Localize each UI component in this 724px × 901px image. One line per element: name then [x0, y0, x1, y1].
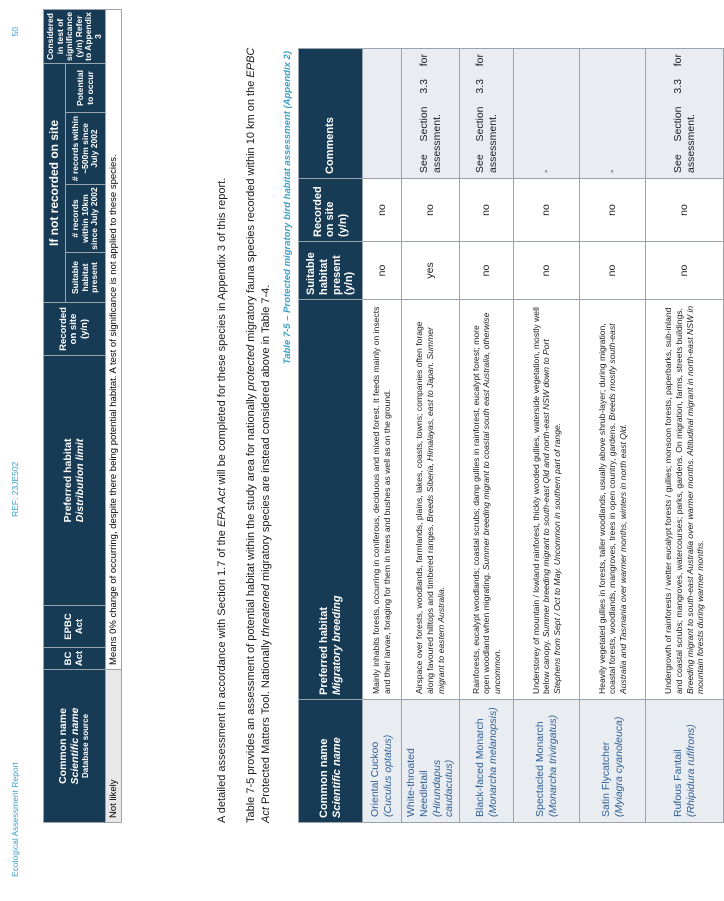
habitat-migration: Summer breeding migrant to south-east Qld and north-east NSW down to Port Stephens from Sept / Oct to May. Uncommon in southern part of range.: [541, 339, 563, 694]
recorded-on-site-value: no: [646, 179, 724, 242]
habitat-migration: Summer breeding migrant to coastal south east Australia, otherwise uncommon.: [481, 312, 503, 694]
paragraph-table-intro: [244, 43, 274, 823]
habitat-text: Understorey of mountain / lowland rainforest, thickly wooded gullies, waterside vegetation, mostly well below canopy.: [530, 307, 552, 694]
scientific-name: (Monarcha melanopsis): [486, 707, 499, 817]
recorded-on-site-value: no: [402, 179, 460, 242]
header-records-10km: # records within 10km since July 2002: [66, 185, 106, 253]
col-suitable-habitat: Suitable habitat present (y/n): [299, 242, 363, 300]
table-row: [402, 49, 460, 823]
report-name: Ecological Assessment Report: [10, 762, 20, 877]
header-recorded-on-site: Recorded on site (y/n): [44, 303, 106, 356]
habitat-text: Undergrowth of rainforests / wetter eucalypt forests / gullies; monsoon forests, paperbarks, sub-inland and coastal scrubs; mangroves, watercourses; parks, gardens. On migration, farms, streets buildings.: [663, 307, 684, 694]
paragraph2-text-c: Protected Matters Tool. Nationally: [260, 636, 273, 808]
table-row: [580, 49, 646, 823]
common-name: Spectacled Monarch: [533, 721, 546, 817]
paragraph2-text-d: migratory species are instead considered above in Table 7-4.: [260, 284, 273, 585]
header-distribution-limit: Distribution limit: [73, 438, 86, 523]
recorded-on-site-value: no: [363, 179, 402, 242]
header-bc-act: BC Act: [44, 648, 106, 670]
page-number: 50: [10, 27, 20, 37]
table-row: [460, 49, 514, 823]
recorded-on-site-value: no: [460, 179, 514, 242]
species-name-cell: [460, 700, 514, 823]
report-reference: REF: 23JE502: [10, 461, 20, 517]
col-scientific-name-label: Scientific name: [330, 737, 343, 818]
scientific-name: (Rhipidura rufifrons): [684, 724, 697, 817]
header-considered-in-test: Considered in test of significance (y/n) Refer to Appendix 3: [44, 9, 106, 63]
legend-text: Means 0% change of occurring, despite there being potential habitat. A test of significance is not applied to these species.: [106, 9, 122, 669]
suitable-habitat-value: yes: [402, 242, 460, 300]
col-common-name-label: Common name: [317, 738, 330, 818]
habitat-cell: [646, 300, 724, 700]
header-suitable-habitat: Suitable habitat present: [66, 253, 106, 303]
scientific-name: (Hirundapus caudacutus): [430, 759, 456, 817]
habitat-cell: [514, 300, 580, 700]
species-name-cell: [514, 700, 580, 823]
habitat-text: Airspace over forests, woodlands, farmlands, plains, lakes, coasts, towns; companies often forage along favoured hilltops and timbered ranges.: [414, 321, 436, 694]
paragraph1-text-a: A detailed assessment in accordance with Section 1.7 of the: [216, 527, 228, 823]
suitable-habitat-value: no: [646, 242, 724, 300]
col-migratory-breeding-label: Migratory breeding: [330, 595, 343, 695]
suitable-habitat-value: no: [363, 242, 402, 300]
paragraph2-threatened: threatened: [260, 584, 273, 637]
comments-value: -: [514, 49, 580, 179]
habitat-cell: [402, 300, 460, 700]
comments-value: See Section 3.3 for assessment.: [646, 49, 724, 179]
habitat-cell: [580, 300, 646, 700]
table-row: [363, 49, 402, 823]
legend-label: Not likely: [106, 670, 122, 823]
col-common-name: [299, 700, 363, 823]
common-name: White-throated Needletail: [405, 748, 430, 817]
table-row: [646, 49, 724, 823]
comments-value: [363, 49, 402, 179]
col-comments: Comments: [299, 49, 363, 179]
scientific-name: (Monarcha trivirgatus): [546, 714, 559, 817]
paragraph-detailed-assessment: [215, 43, 230, 823]
header-records-500m: # records within ~500m since July 2002: [66, 113, 106, 185]
header-scientific-name-label: Scientific name: [69, 707, 82, 785]
paragraph2-text-b: migratory fauna species recorded within 10 km on the: [245, 77, 257, 345]
habitat-text: Heavily vegetated gullies in forests, taller woodlands, usually above shrub-layer; during migration, coastal forests, woodlands, mangroves, trees in open country, gardens.: [596, 323, 618, 694]
recorded-on-site-value: no: [580, 179, 646, 242]
comments-value: -: [580, 49, 646, 179]
species-name-cell: [646, 700, 724, 823]
page-footer: [0, 7, 25, 877]
common-name: Satin Flycatcher: [599, 741, 612, 817]
suitable-habitat-value: no: [514, 242, 580, 300]
header-preferred-habitat: [44, 356, 106, 606]
table-caption: Table 7-5 – Protected migratory bird habitat assessment (Appendix 2): [282, 51, 293, 365]
suitable-habitat-value: no: [460, 242, 514, 300]
paragraph1-text-b: will be completed for these species in Appendix 3 of this report.: [216, 177, 228, 488]
col-preferred-habitat: [299, 300, 363, 700]
header-potential-to-occur: Potential to occur: [66, 63, 106, 112]
col-recorded-on-site: Recorded on site (y/n): [299, 179, 363, 242]
header-preferred-habitat-label: Preferred habitat: [61, 438, 74, 523]
habitat-text: Mainly inhabits forests, occurring in coniferous, deciduous and mixed forest. It feeds mainly on insects and their larvae, foraging for them in trees and bushes as well as on the ground.: [371, 306, 392, 694]
habitat-migration: Breeds Siberia, Himalayas, east to Japan. Summer migrant to eastern Australia.: [425, 327, 446, 694]
paragraph2-text-a: Table 7-5 provides an assessment of potential habitat within the study area for nationally: [245, 390, 257, 823]
table-row: [514, 49, 580, 823]
species-name-cell: [402, 700, 460, 823]
species-name-cell: [363, 700, 402, 823]
paragraph1-act: EPA Act: [216, 487, 228, 528]
paragraph2-protected: protected: [245, 344, 257, 391]
comments-value: See Section 3.3 for assessment.: [402, 49, 460, 179]
header-if-not-recorded: If not recorded on site: [44, 63, 66, 302]
header-common-name-label: Common name: [57, 708, 70, 784]
scientific-name: (Cuculus optatus): [382, 734, 394, 817]
paragraph2-act: EPBC Act: [245, 47, 273, 823]
header-common-name: [44, 670, 106, 823]
common-name: Oriental Cuckoo: [369, 741, 382, 817]
habitat-cell: [363, 300, 402, 700]
migratory-bird-table: [298, 48, 724, 823]
habitat-cell: [460, 300, 514, 700]
recorded-on-site-value: no: [514, 179, 580, 242]
header-epbc-act: EPBC Act: [44, 606, 106, 648]
common-name: Rufous Fantail: [671, 749, 684, 817]
habitat-migration: Breeding migrant to south-east Australia over warmer months. Altitudinal migrant in north-east NSW in mountain forests during warmer months.: [684, 305, 706, 694]
significance-header-table: [43, 9, 122, 823]
suitable-habitat-value: no: [580, 242, 646, 300]
col-preferred-habitat-label: Preferred habitat: [317, 606, 330, 695]
comments-value: See Section 3.3 for assessment.: [460, 49, 514, 179]
habitat-migration: Breeds mostly south-east Australia and Tasmania over warmer months, winters in north east Qld.: [607, 323, 629, 694]
header-database-source: Database source: [80, 713, 90, 779]
scientific-name: (Myiagra cyanoleuca): [612, 716, 625, 817]
habitat-text: Rainforests, eucalypt woodlands; coastal scrubs; damp gullies in rainforest, eucalypt forest; more open woodland when migrating.: [470, 325, 492, 694]
species-name-cell: [580, 700, 646, 823]
common-name: Black-faced Monarch: [473, 718, 486, 817]
